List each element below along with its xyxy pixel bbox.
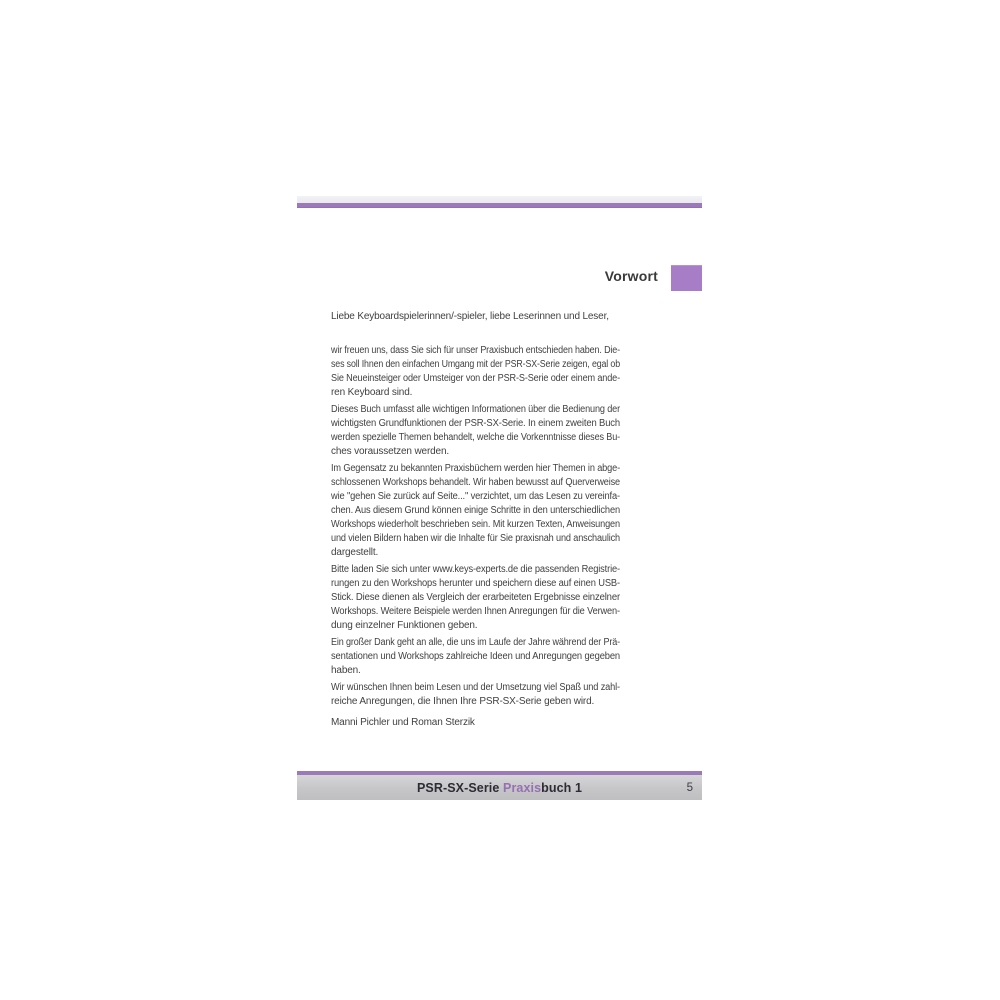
- text-line: Stick. Diese dienen als Vergleich der erarbeiteten Ergebnisse einzelner: [331, 592, 620, 604]
- text-line: werden spezielle Themen behandelt, welche die Vorkenntnisse dieses Bu-: [331, 432, 620, 444]
- paragraph: [331, 462, 620, 561]
- text-line: chen. Aus diesem Grund können einige Schritte in den unterschiedlichen: [331, 505, 620, 517]
- footer-series-label: PSR-SX-Serie: [416, 780, 504, 795]
- text-line: reiche Anregungen, die Ihnen Ihre PSR-SX-Serie geben wird.: [331, 695, 595, 707]
- text-line: schlossenen Workshops behandelt. Wir haben bewusst auf Querverweise: [331, 476, 620, 488]
- text-line: Workshops. Weitere Beispiele werden Ihnen Anregungen für die Verwen-: [331, 606, 620, 618]
- text-line: wichtigsten Grundfunktionen der PSR-SX-Serie. In einem zweiten Buch: [331, 418, 620, 430]
- salutation: Liebe Keyboardspielerinnen/-spieler, liebe Leserinnen und Leser,: [331, 311, 609, 322]
- footer-brand-label: Praxis: [503, 780, 542, 795]
- text-line: Workshops wiederholt beschrieben sein. Mit kurzen Texten, Anweisungen: [331, 519, 620, 531]
- text-line: Dieses Buch umfasst alle wichtigen Informationen über die Bedienung der: [331, 403, 620, 415]
- footer-title: [417, 781, 582, 795]
- text-line: sentationen und Workshops zahlreiche Ideen und Anregungen gegeben: [331, 651, 620, 663]
- paragraph: [331, 681, 620, 709]
- footer-book-label: buch 1: [541, 780, 583, 795]
- text-line: Ein großer Dank geht an alle, die uns im Laufe der Jahre während der Prä-: [331, 636, 620, 648]
- paragraph: [331, 344, 620, 400]
- page-title: Vorwort: [604, 268, 658, 284]
- text-line: ches voraussetzen werden.: [331, 446, 449, 458]
- text-line: haben.: [331, 665, 361, 677]
- body-text-column: [331, 310, 620, 730]
- text-line: ses soll Ihnen den einfachen Umgang mit der PSR-SX-Serie zeigen, egal ob: [331, 359, 620, 371]
- paragraph: [331, 563, 620, 633]
- paragraph: [331, 636, 620, 678]
- text-line: rungen zu den Workshops herunter und speichern diese auf einen USB-: [331, 578, 620, 590]
- text-line: dung einzelner Funktionen geben.: [331, 620, 478, 632]
- text-line: Bitte laden Sie sich unter www.keys-experts.de die passenden Registrie-: [331, 564, 620, 575]
- signature: Manni Pichler und Roman Sterzik: [331, 716, 475, 728]
- text-line: Wir wünschen Ihnen beim Lesen und der Umsetzung viel Spaß und zahl-: [331, 681, 620, 693]
- text-line: Sie Neueinsteiger oder Umsteiger von der PSR-S-Serie oder einem ande-: [331, 373, 620, 385]
- page-number: 5: [686, 781, 693, 794]
- header-rule: [297, 196, 702, 208]
- text-line: wir freuen uns, dass Sie sich für unser Praxisbuch entschieden haben. Die-: [331, 345, 620, 357]
- text-line: wie "gehen Sie zurück auf Seite..." verzichtet, um das Lesen zu vereinfa-: [331, 491, 620, 503]
- chapter-tab-marker: [671, 265, 702, 291]
- text-line: und vielen Bildern haben wir die Inhalte für Sie praxisnah und anschaulich: [331, 533, 620, 545]
- page-footer: [297, 775, 702, 800]
- paragraphs: [331, 344, 620, 709]
- paragraph: [331, 403, 620, 459]
- text-line: dargestellt.: [331, 547, 379, 559]
- text-line: Im Gegensatz zu bekannten Praxisbüchern werden hier Themen in abge-: [331, 462, 620, 474]
- text-line: ren Keyboard sind.: [331, 387, 413, 399]
